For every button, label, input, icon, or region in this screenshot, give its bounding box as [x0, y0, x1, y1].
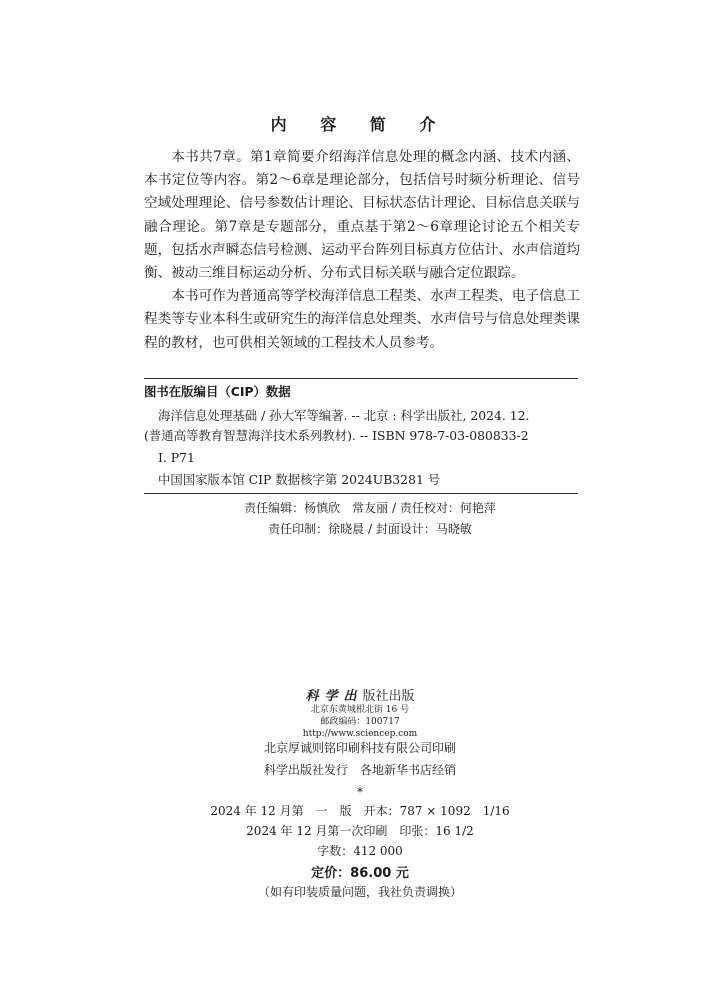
publisher-address: 北京东黄城根北街 16 号 [310, 705, 410, 715]
cip-line-class: Ⅰ. P71 [158, 450, 195, 465]
edition-line: 2024 年 12 月第 一 版 开本：787 × 1092 1/16 [210, 804, 510, 818]
quality-notice: （如有印装质量问题，我社负责调换） [257, 885, 462, 899]
publisher-name [0, 685, 720, 704]
cip-top-rule [144, 378, 578, 379]
distributor-line: 科学出版社发行 各地新华书店经销 [263, 763, 456, 777]
divider-star: * [357, 785, 363, 799]
summary-body [144, 146, 580, 355]
cip-heading: 图书在版编目（CIP）数据 [144, 384, 291, 399]
publisher-logo-text: 科学出 [305, 689, 363, 704]
summary-paragraph-2: 本书可作为普通高等学校海洋信息工程类、水声工程类、电子信息工程类等专业本科生或研究生的海洋信息处理类、水声信号与信息处理类课程的教材，也可供相关领域的工程技术人员参考。 [144, 288, 580, 351]
summary-paragraph-1: 本书共7章。第1章简要介绍海洋信息处理的概念内涵、技术内涵、本书定位等内容。第2～6章是理论部分，包括信号时频分析理论、信号空域处理理论、信号参数估计理论、目标状态估计理论、目标信息关联与融合理论。第7章是专题部分，重点基于第2～6章理论讨论五个相关专题，包括水声瞬态信号检测、运动平台阵列目标真方位估计、水声信道均衡、被动三维目标运动分析、分布式目标关联与融合定位跟踪。 [144, 149, 580, 282]
printer-line: 北京厚诚则铭印刷科技有限公司印刷 [263, 741, 456, 755]
cip-block [144, 382, 578, 490]
word-count: 字数：412 000 [317, 844, 403, 858]
credits-line-2: 责任印制：徐晓晨 / 封面设计：马晓敏 [268, 522, 472, 536]
price: 定价：86.00 元 [311, 866, 409, 881]
cip-line-series: (普通高等教育智慧海洋技术系列教材). -- ISBN 978-7-03-080833-2 [144, 428, 529, 443]
credits-line-1: 责任编辑：杨慎欣 常友丽 / 责任校对：何艳萍 [244, 501, 496, 515]
publisher-name-tail: 版社出版 [362, 689, 415, 704]
summary-title: 内 容 简 介 [270, 115, 450, 134]
cip-line-record: 中国国家版本馆 CIP 数据核字第 2024UB3281 号 [158, 472, 441, 487]
cip-bottom-rule [144, 493, 578, 494]
publisher-url: http://www.sciencep.com [302, 729, 418, 739]
cip-line-title: 海洋信息处理基础 / 孙大军等编著. -- 北京 : 科学出版社, 2024. 12. [158, 408, 530, 423]
publisher-postcode: 邮政编码：100717 [320, 717, 400, 727]
printing-line: 2024 年 12 月第一次印刷 印张：16 1/2 [246, 824, 474, 838]
